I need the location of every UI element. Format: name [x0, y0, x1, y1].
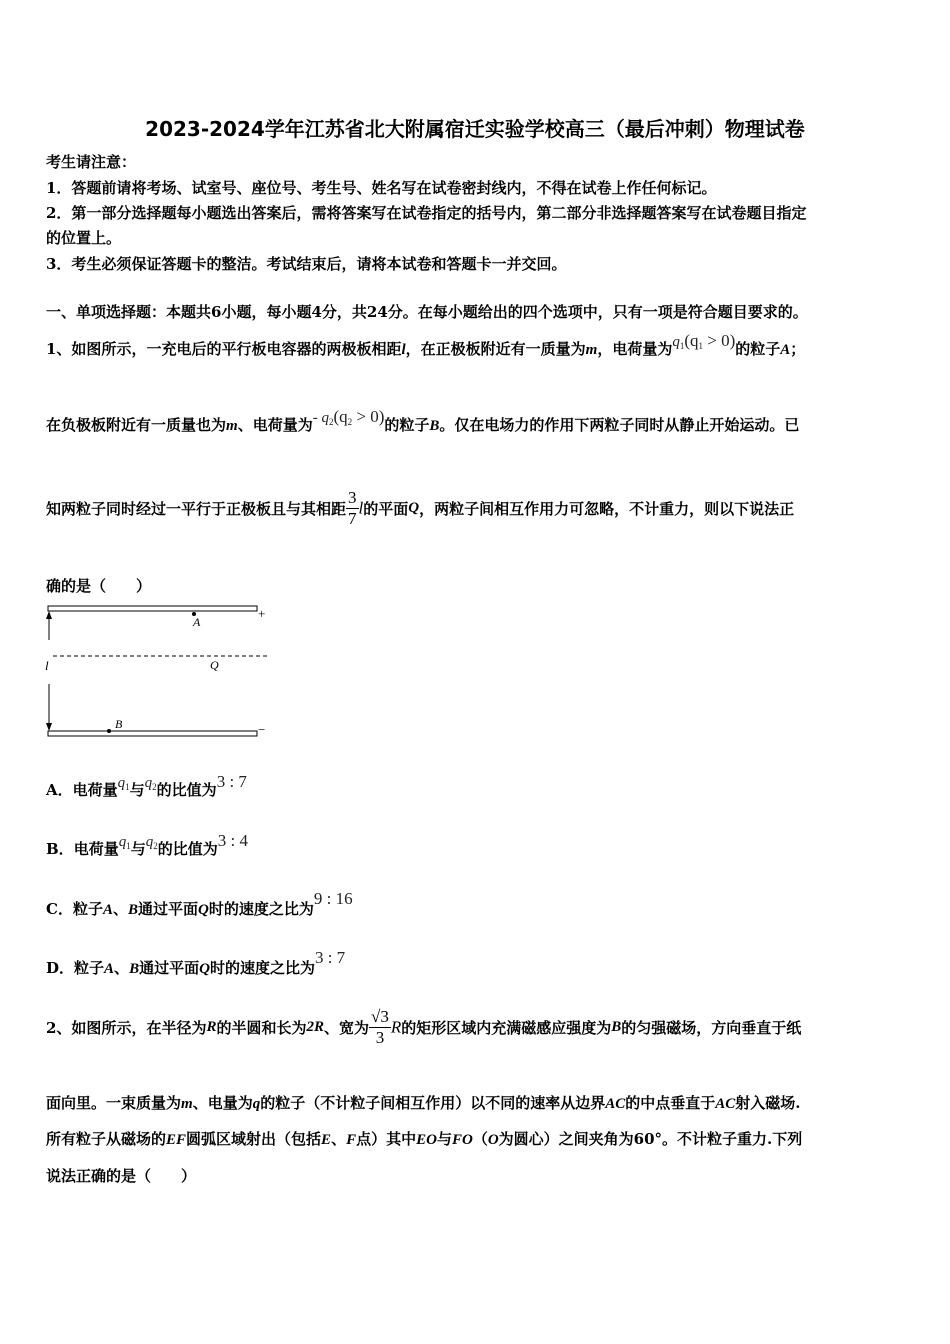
negative-plate [48, 731, 257, 736]
label-b: B [115, 717, 123, 731]
q1-line-2: 在负极板附近有一质量也为m、电荷量为- $q_2(q_2 > 0)$的粒子B。仅在电场力的作用下两粒子同时从静止开始运动。已 [46, 407, 800, 434]
page-title: 2023-2024学年江苏省北大附属宿迁实验学校高三（最后冲刺）物理试卷 [145, 117, 805, 141]
positive-plate [48, 606, 257, 611]
label-l: l [45, 658, 49, 673]
option-a[interactable]: A．电荷量$q_1$与$q_2$的比值为3 : 7 [46, 772, 247, 799]
q2-line-4: 说法正确的是（ ） [46, 1167, 197, 1185]
label-q: Q [210, 658, 219, 672]
section-heading: 一、单项选择题：本题共6小题，每小题4分，共24分。在每小题给出的四个选项中，只有一项是符合题目要求的。 [46, 303, 808, 321]
fraction-sqrt3-over-3: $\frac{√3}{3}$ [371, 1007, 389, 1047]
option-d[interactable]: D．粒子A、B通过平面Q时的速度之比为3 : 7 [46, 948, 346, 977]
arrow-up-icon [46, 611, 52, 619]
particle-b-dot [107, 729, 111, 733]
fraction-3-7: $\frac{3}{7}$ [348, 488, 357, 528]
q1-line-4: 确的是（ ） [46, 577, 152, 595]
q1-line-3: 知两粒子同时经过一平行于正极板且与其相距 $\frac{3}{7}$ l的平面Q，两粒子间相互作用力可忽略，不计重力，则以下说法正 [46, 488, 795, 528]
capacitor-figure [40, 600, 280, 742]
minus-sign: − [258, 722, 266, 737]
option-c[interactable]: C．粒子A、B通过平面Q时的速度之比为9 : 16 [46, 889, 353, 918]
q2-line-3: 所有粒子从磁场的EF圆弧区域射出（包括E、F点）其中EO与FO（O为圆心）之间夹角为60°。不计粒子重力.下列 [46, 1130, 803, 1148]
label-a: A [193, 615, 201, 629]
option-b[interactable]: B．电荷量$q_1$与$q_2$的比值为3 : 4 [46, 831, 248, 858]
q1-line-1: 1、如图所示，一充电后的平行板电容器的两极板相距l，在正极板附近有一质量为m，电荷量为$q_1(q_1 > 0)$的粒子A； [46, 331, 806, 358]
notice-heading: 考生请注意： [46, 153, 137, 171]
q2-line-2: 面向里。一束质量为m、电量为q的粒子（不计粒子间相互作用）以不同的速率从边界AC的中点垂直于AC射入磁场. [46, 1094, 801, 1112]
plus-sign: + [258, 606, 266, 621]
arrow-down-icon [46, 723, 52, 731]
notice-item-3: 3．考生必须保证答题卡的整洁。考试结束后，请将本试卷和答题卡一并交回。 [46, 255, 567, 273]
notice-item-1: 1．答题前请将考场、试室号、座位号、考生号、姓名写在试卷密封线内，不得在试卷上作任何标记。 [46, 179, 717, 197]
notice-item-2: 2．第一部分选择题每小题选出答案后，需将答案写在试卷指定的括号内，第二部分非选择题答案写在试卷题目指定 [46, 204, 807, 222]
notice-item-2-cont: 的位置上。 [46, 229, 122, 247]
q2-line-1: 2、如图所示，在半径为R的半圆和长为2R、宽为 $\frac{√3}{3}$ R的矩形区域内充满磁感应强度为B的匀强磁场，方向垂直于纸 [46, 1007, 802, 1047]
